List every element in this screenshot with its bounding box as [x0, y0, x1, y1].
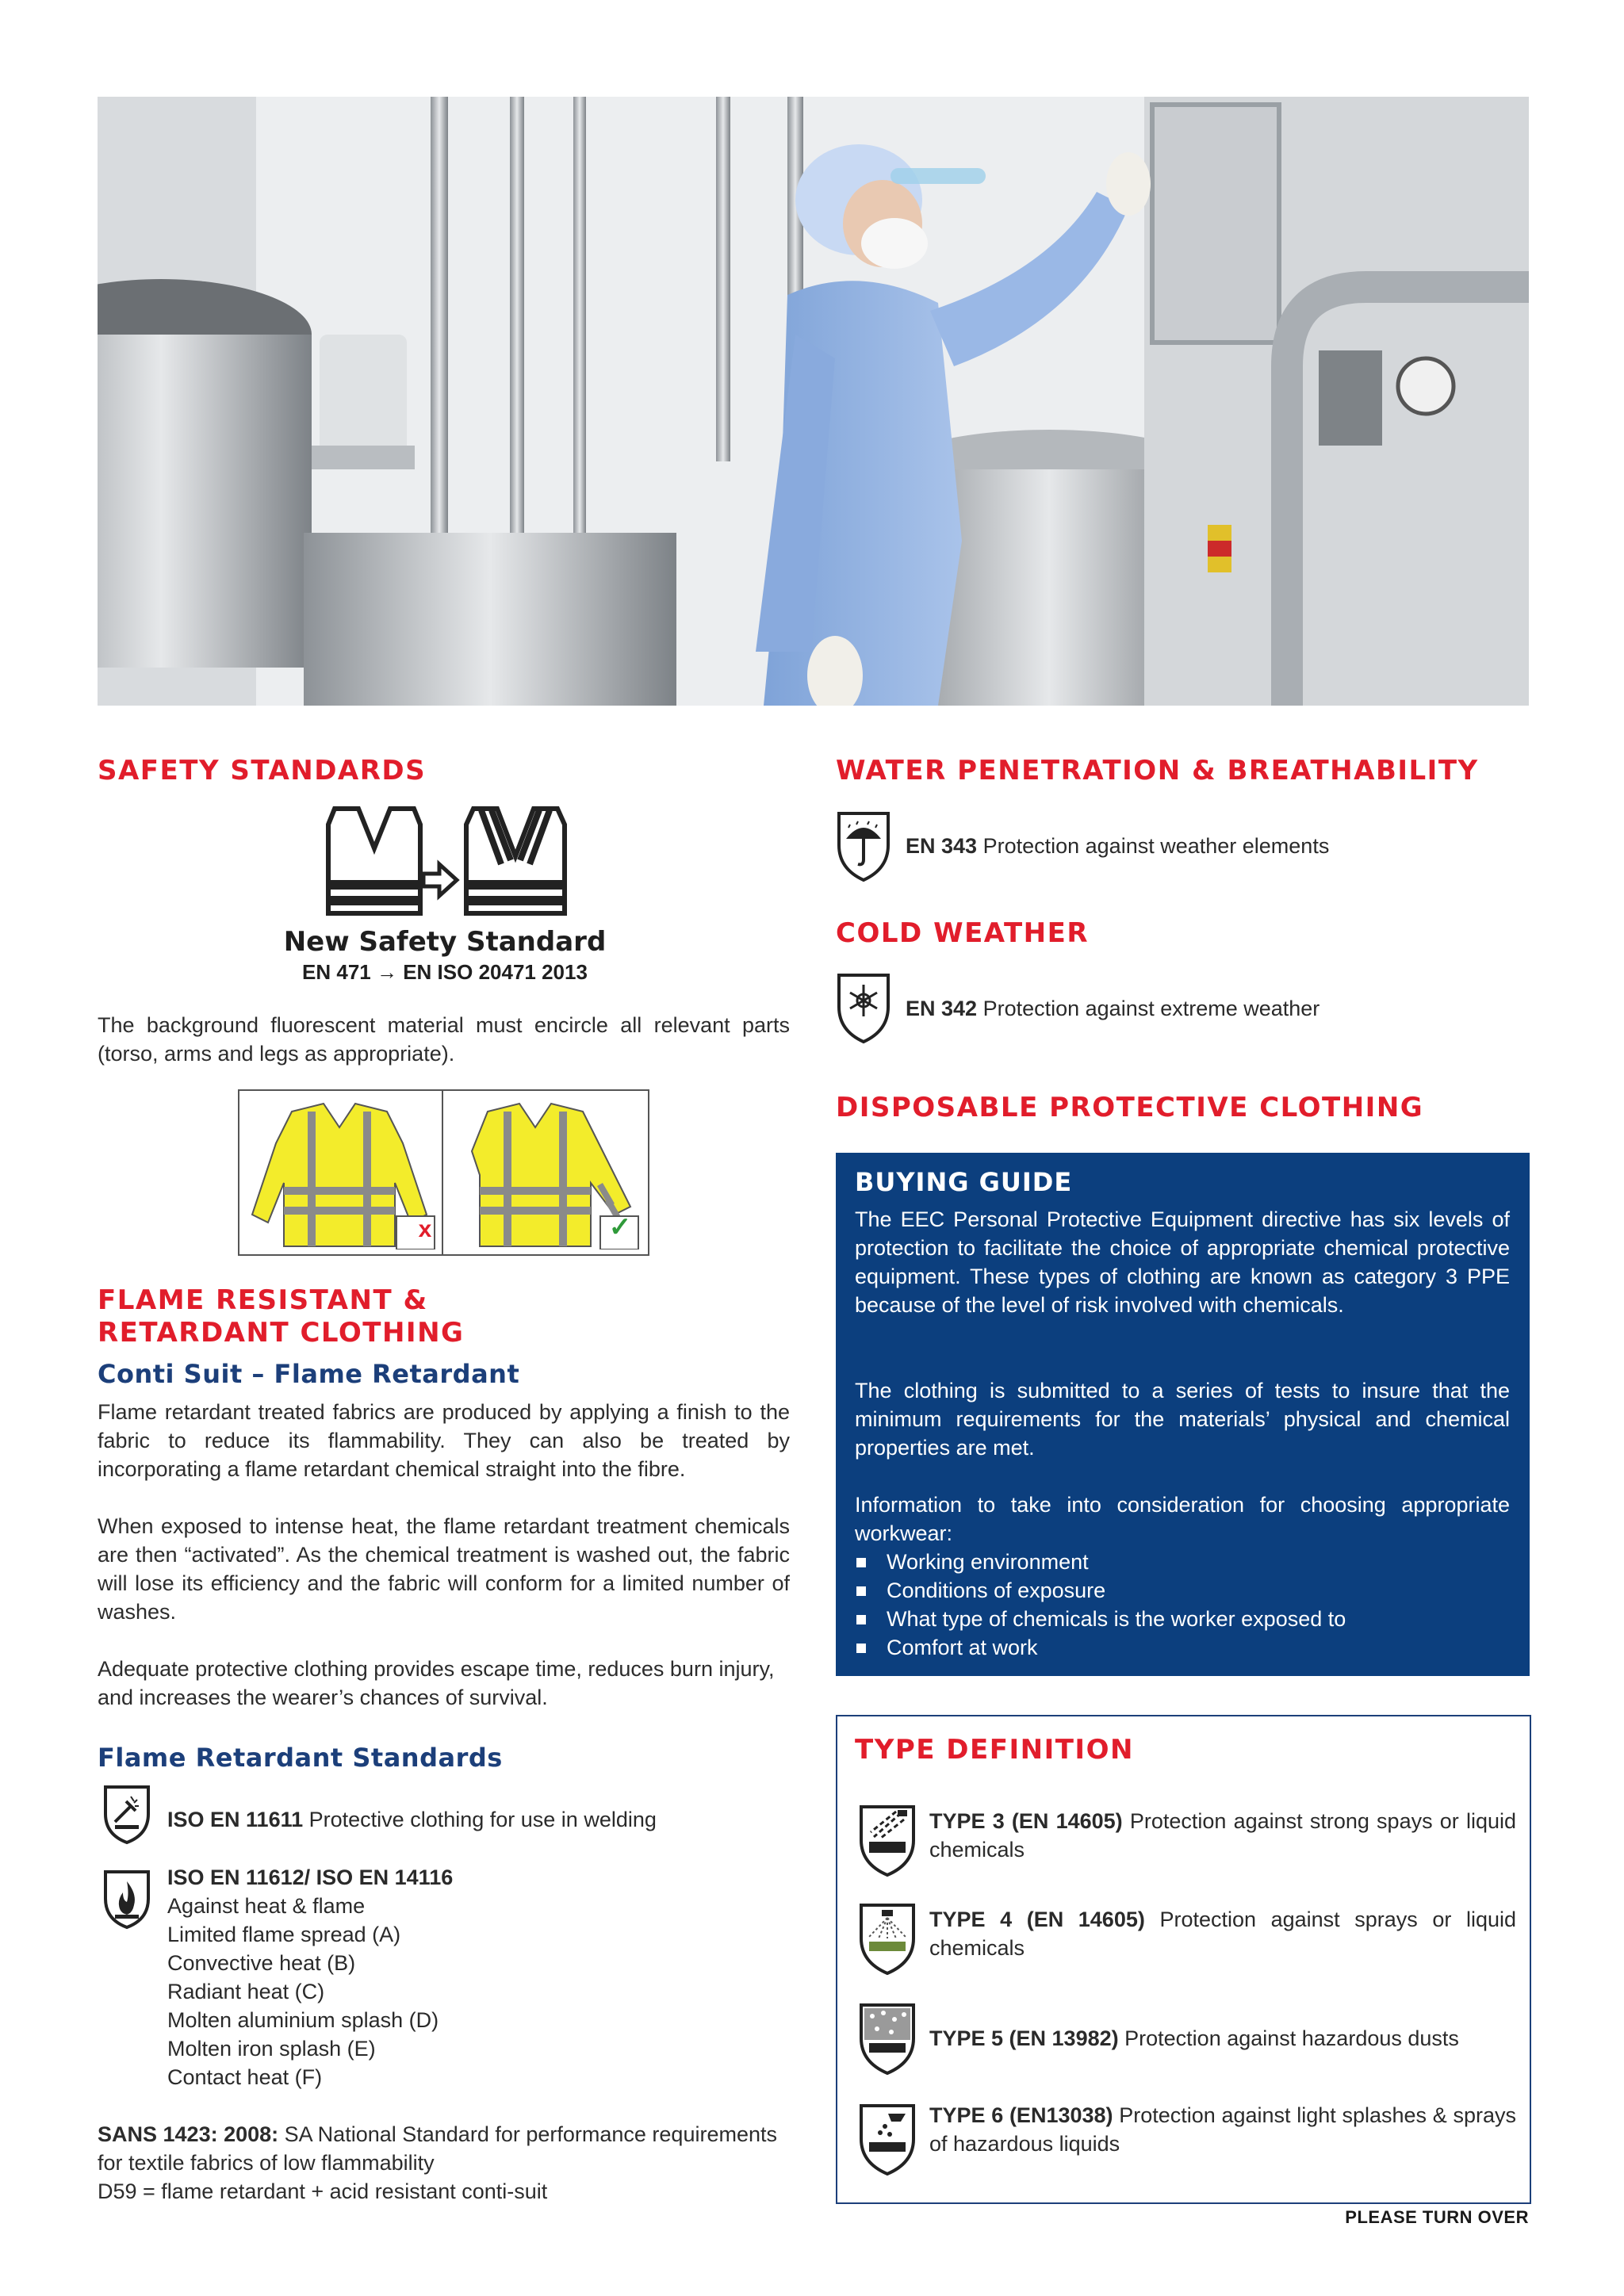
iso-11612-line-3: Convective heat (B): [167, 1951, 356, 1975]
flame-heading-line2: RETARDANT CLOTHING: [98, 1317, 465, 1349]
en-343-line: [906, 832, 1329, 860]
type-4-code: TYPE 4 (EN 14605): [929, 1908, 1145, 1931]
iso-11612-line-1: Against heat & flame: [167, 1894, 366, 1918]
type-3-code: TYPE 3 (EN 14605): [929, 1809, 1123, 1833]
list-item: Conditions of exposure: [855, 1576, 1510, 1605]
sans-code: SANS 1423: 2008:: [98, 2122, 279, 2146]
iso-11612-line-5: Molten aluminium splash (D): [167, 2008, 439, 2032]
safety-standards-heading: SAFETY STANDARDS: [98, 755, 427, 786]
type-3-text: [929, 1807, 1516, 1864]
safety-paragraph: The background fluorescent material must encircle all relevant parts (torso, arms and legs as appropriate).: [98, 1013, 790, 1066]
en-343-text: Protection against weather elements: [982, 834, 1330, 858]
flame-heading-line1: FLAME RESISTANT &: [98, 1284, 428, 1316]
type-5-text: [929, 2024, 1516, 2053]
type-5-code: TYPE 5 (EN 13982): [929, 2026, 1119, 2050]
type-3-row: [856, 1802, 1515, 1881]
flame-shield-icon: [99, 1867, 155, 1931]
hero-photo: [98, 97, 1529, 706]
flame-standards-heading: Flame Retardant Standards: [98, 1743, 503, 1773]
right-mark: ✓: [608, 1212, 632, 1242]
iso-11611-text: Protective clothing for use in welding: [308, 1808, 657, 1831]
list-item: What type of chemicals is the worker exposed to: [855, 1605, 1510, 1633]
type-4-text: [929, 1905, 1516, 1962]
conti-suit-subheading: Conti Suit – Flame Retardant: [98, 1359, 520, 1389]
please-turn-over: PLEASE TURN OVER: [1345, 2207, 1529, 2227]
en-343-code: EN 343: [906, 834, 978, 858]
flame-para-2: When exposed to intense heat, the flame retardant treatment chemicals are then “activated”. As the chemical treatment is washed out, the fabric will lose its efficiency and the fabric will conform for a limited number of washes.: [98, 1514, 790, 1624]
sans-1423: [98, 2120, 795, 2177]
jacket-comparison: [238, 1089, 649, 1256]
vest-comparison-icon: [311, 801, 580, 920]
iso-11612-line-2: Limited flame spread (A): [167, 1923, 401, 1946]
buying-para-3: Information to take into consideration for choosing appropriate workwear:: [855, 1493, 1510, 1545]
type-6-text: [929, 2101, 1516, 2158]
type-3-desc: Protection against strong spays or liquid chemicals: [929, 1809, 1516, 1862]
iso-11611-line: [167, 1805, 657, 1834]
splash-shield-icon: [856, 2101, 918, 2177]
spray-shield-icon: [856, 1900, 918, 1976]
water-heading: WATER PENETRATION & BREATHABILITY: [836, 755, 1479, 786]
en-342-code: EN 342: [906, 997, 978, 1020]
list-item: Comfort at work: [855, 1633, 1510, 1662]
wrong-mark: x: [418, 1216, 432, 1242]
buying-guide-box: [836, 1153, 1530, 1676]
type-6-code: TYPE 6 (EN13038): [929, 2103, 1113, 2127]
type-5-row: [856, 2000, 1515, 2080]
dust-shield-icon: [856, 2000, 918, 2076]
iso-11612-line-7: Contact heat (F): [167, 2065, 323, 2089]
disposable-heading: DISPOSABLE PROTECTIVE CLOTHING: [836, 1092, 1424, 1123]
type-definition-heading: TYPE DEFINITION: [855, 1734, 1134, 1766]
umbrella-shield-icon: [834, 809, 893, 883]
type-6-row: [856, 2101, 1515, 2180]
cleanroom-worker-photo-icon: [98, 97, 1529, 706]
buying-list: [855, 1548, 1510, 1662]
iso-11611-code: ISO EN 11611: [167, 1808, 304, 1831]
flame-para-3: Adequate protective clothing provides escape time, reduces burn injury, and increases the wearer’s chances of survival.: [98, 1657, 775, 1709]
type-5-desc: Protection against hazardous dusts: [1124, 2026, 1459, 2050]
d59-line: D59 = flame retardant + acid resistant conti-suit: [98, 2179, 548, 2203]
flame-para-1: Flame retardant treated fabrics are produced by applying a finish to the fabric to reduce its flammability. They can also be treated by incorporating a flame retardant chemical straight into the fibre.: [98, 1400, 790, 1481]
type-4-row: [856, 1900, 1515, 1980]
type-definition-box: [836, 1715, 1531, 2204]
en-342-text: Protection against extreme weather: [982, 997, 1320, 1020]
cold-heading: COLD WEATHER: [836, 917, 1090, 949]
iso-11612-line-6: Molten iron splash (E): [167, 2037, 376, 2061]
type-4-desc: Protection against sprays or liquid chemicals: [929, 1908, 1516, 1960]
snowflake-shield-icon: [834, 970, 893, 1045]
en-342-line: [906, 994, 1320, 1023]
sans-text: SA National Standard for performance requirements for textile fabrics of low flammability: [98, 2122, 777, 2175]
iso-11612-line-4: Radiant heat (C): [167, 1980, 325, 2003]
welding-shield-icon: [99, 1782, 155, 1846]
type-6-desc: Protection against light splashes & sprays of hazardous liquids: [929, 2103, 1516, 2156]
list-item: Working environment: [855, 1548, 1510, 1576]
buying-para-1: The EEC Personal Protective Equipment directive has six levels of protection to facilitate the choice of appropriate chemical protective equipment. These types of clothing are known as category 3 PPE because of the level of risk involved with chemicals.: [855, 1207, 1510, 1317]
iso-11612-code: ISO EN 11612/ ISO EN 14116: [167, 1866, 454, 1889]
buying-guide-title: BUYING GUIDE: [855, 1167, 1073, 1197]
vest-standard: EN 471 → EN ISO 20471 2013: [302, 960, 588, 984]
buying-para-2: The clothing is submitted to a series of tests to insure that the minimum requirements for the materials’ physical and chemical properties are met.: [855, 1379, 1510, 1460]
vest-caption: New Safety Standard: [283, 926, 607, 958]
strong-spray-shield-icon: [856, 1802, 918, 1878]
